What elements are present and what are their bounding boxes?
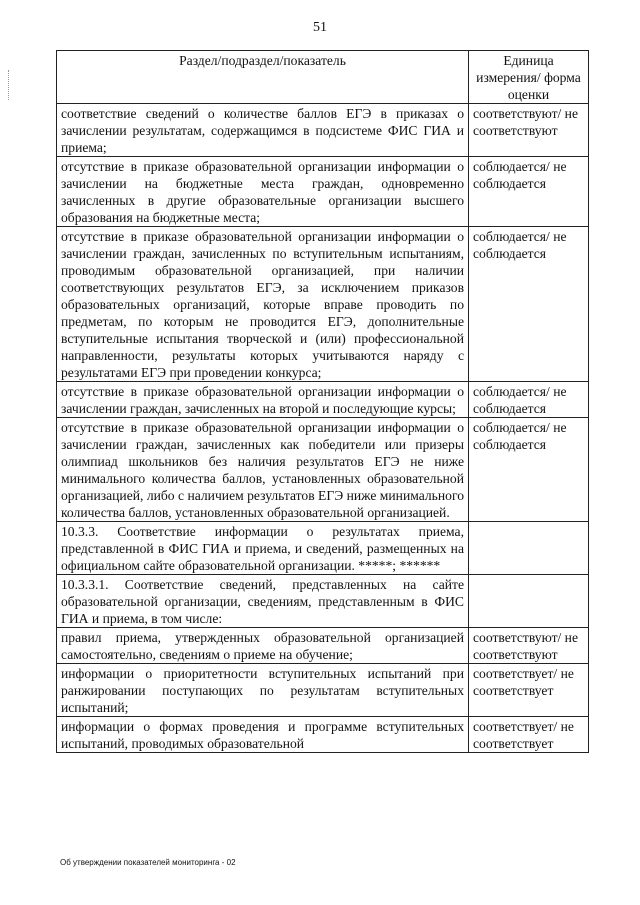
margin-marks (8, 70, 13, 100)
unit-cell (469, 522, 589, 575)
header-unit-form: Единица измерения/ форма оценки (469, 51, 589, 104)
unit-cell: соответствуют/ не соответствуют (469, 628, 589, 664)
table-row (57, 575, 589, 628)
table-row (57, 382, 589, 418)
table-row (57, 418, 589, 522)
unit-cell: соответствуют/ не соответствуют (469, 104, 589, 157)
indicator-cell: отсутствие в приказе образовательной организации информации о зачислении на бюджетные места граждан, одновременно зачисленных в другие образовательные организации высшего образования на бюджетные места; (57, 157, 469, 227)
indicator-cell: отсутствие в приказе образовательной организации информации о зачислении граждан, зачисленных как победители или призеры олимпиад школьников без наличия результатов ЕГЭ не ниже минимального количества баллов, установленных образовательной организацией, либо с наличием результатов ЕГЭ ниже минимального количества баллов, установленных образовательной организацией. (57, 418, 469, 522)
page-number: 51 (313, 20, 327, 35)
unit-cell: соблюдается/ не соблюдается (469, 418, 589, 522)
header-section-indicator: Раздел/подраздел/показатель (57, 51, 469, 104)
table-row (57, 157, 589, 227)
indicator-cell: отсутствие в приказе образовательной организации информации о зачислении граждан, зачисленных по вступительным испытаниям, проводимым образовательной организацией, при наличии соответствующих результатов ЕГЭ, за исключением приказов образовательных организаций, которые вправе проводить по предметам, по которым не проводится ЕГЭ, дополнительные вступительные испытания творческой и (или) профессиональной направленности, результаты которых учитываются наряду с результатами ЕГЭ при проведении конкурса; (57, 227, 469, 382)
indicator-cell: отсутствие в приказе образовательной организации информации о зачислении граждан, зачисленных на второй и последующие курсы; (57, 382, 469, 418)
table-header-row (57, 51, 589, 104)
indicator-cell: 10.3.3. Соответствие информации о результатах приема, представленной в ФИС ГИА и приема, и сведений, размещенных на официальном сайте образовательной организации. *****; ****** (57, 522, 469, 575)
table-row (57, 104, 589, 157)
indicator-cell: информации о формах проведения и программе вступительных испытаний, проводимых образовательной (57, 717, 469, 753)
unit-cell: соответствует/ не соответствует (469, 717, 589, 753)
table-row (57, 522, 589, 575)
footer-doc-title: Об утверждении показателей мониторинга - 02 (60, 858, 236, 867)
table-row (57, 664, 589, 717)
indicator-table (56, 50, 589, 753)
unit-cell (469, 575, 589, 628)
unit-cell: соблюдается/ не соблюдается (469, 157, 589, 227)
table-row (57, 628, 589, 664)
indicator-cell: информации о приоритетности вступительных испытаний при ранжировании поступающих по результатам вступительных испытаний; (57, 664, 469, 717)
table-row (57, 717, 589, 753)
table-row (57, 227, 589, 382)
unit-cell: соответствует/ не соответствует (469, 664, 589, 717)
indicator-cell: соответствие сведений о количестве баллов ЕГЭ в приказах о зачислении результатам, содержащимся в подсистеме ФИС ГИА и приема; (57, 104, 469, 157)
indicator-cell: правил приема, утвержденных образовательной организацией самостоятельно, сведениям о приеме на обучение; (57, 628, 469, 664)
indicator-cell: 10.3.3.1. Соответствие сведений, представленных на сайте образовательной организации, сведениям, представленным в ФИС ГИА и приема, в том числе: (57, 575, 469, 628)
unit-cell: соблюдается/ не соблюдается (469, 227, 589, 382)
unit-cell: соблюдается/ не соблюдается (469, 382, 589, 418)
